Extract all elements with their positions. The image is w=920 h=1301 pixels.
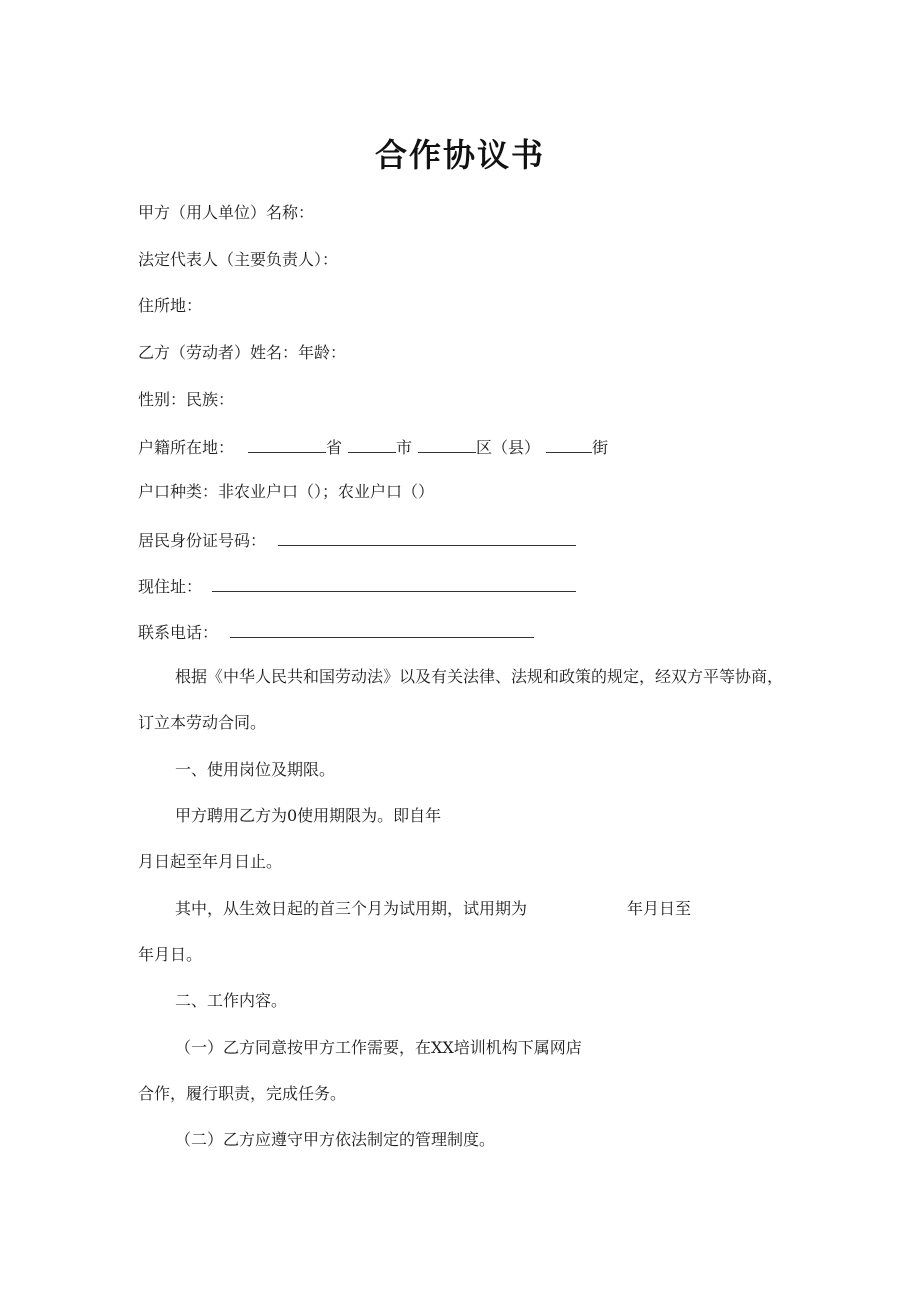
section-2-item-1-line-2: 合作，履行职责，完成任务。 bbox=[138, 1084, 347, 1103]
section-1-paragraph-1-line-2: 月日起至年月日止。 bbox=[138, 852, 283, 871]
probation-text: 其中，从生效日起的首三个月为试用期，试用期为 bbox=[175, 899, 528, 918]
id-number-label: 居民身份证号码： bbox=[138, 531, 267, 550]
current-address-line bbox=[138, 575, 576, 597]
document-title: 合作协议书 bbox=[374, 136, 545, 174]
province-blank bbox=[248, 436, 326, 453]
section-1-paragraph-2-line-1 bbox=[175, 899, 691, 919]
household-label: 户籍所在地： bbox=[138, 438, 235, 457]
id-number-blank bbox=[278, 529, 576, 546]
current-address-label: 现住址： bbox=[138, 577, 203, 596]
legal-representative-line: 法定代表人（主要负责人）： bbox=[138, 250, 339, 269]
section-2-item-1-line-1: （一）乙方同意按甲方工作需要，在XX培训机构下属网店 bbox=[175, 1038, 582, 1057]
party-b-name-line: 乙方（劳动者）姓名：年龄： bbox=[138, 343, 347, 362]
city-label: 市 bbox=[396, 438, 413, 457]
household-type-line: 户口种类：非农业户口（）；农业户口（） bbox=[138, 482, 435, 501]
id-number-line bbox=[138, 529, 576, 551]
preamble-line-2: 订立本劳动合同。 bbox=[138, 713, 267, 732]
party-a-name-line: 甲方（用人单位）名称： bbox=[138, 203, 315, 222]
address-line: 住所地： bbox=[138, 296, 203, 315]
gender-ethnicity-line: 性别：民族： bbox=[138, 390, 235, 409]
phone-line bbox=[138, 621, 534, 643]
street-label: 街 bbox=[592, 438, 609, 457]
province-label: 省 bbox=[326, 438, 343, 457]
district-blank bbox=[418, 436, 476, 453]
section-2-item-2: （二）乙方应遵守甲方依法制定的管理制度。 bbox=[175, 1130, 496, 1149]
section-1-paragraph-1-line-1: 甲方聘用乙方为0使用期限为。即自年 bbox=[175, 806, 442, 825]
section-2-title: 二、工作内容。 bbox=[175, 991, 288, 1010]
city-blank bbox=[348, 436, 396, 453]
household-registration-line bbox=[138, 436, 608, 458]
street-blank bbox=[546, 436, 592, 453]
section-1-title: 一、使用岗位及期限。 bbox=[175, 760, 336, 779]
section-1-paragraph-2-line-2: 年月日。 bbox=[138, 945, 203, 964]
phone-label: 联系电话： bbox=[138, 623, 219, 642]
current-address-blank bbox=[212, 575, 576, 592]
district-label: 区（县） bbox=[476, 438, 541, 457]
probation-date-text: 年月日至 bbox=[627, 899, 692, 918]
phone-blank bbox=[230, 621, 534, 638]
preamble-line-1: 根据《中华人民共和国劳动法》以及有关法律、法规和政策的规定，经双方平等协商， bbox=[175, 667, 784, 686]
